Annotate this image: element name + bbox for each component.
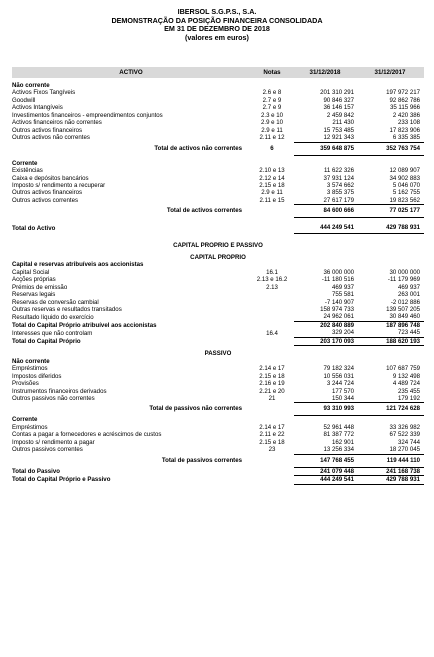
value-2018: 150 344 [294, 395, 356, 403]
line-item-row [12, 439, 424, 446]
line-item-note: 2.13 [266, 283, 278, 291]
line-item-row [12, 127, 424, 134]
line-item-label: Provisões [12, 380, 39, 388]
section-heading-row [12, 358, 424, 365]
line-item-note: 23 [268, 446, 276, 454]
line-item-label: Outros activos financeiros [12, 189, 83, 197]
value-2018: 24 962 061 [294, 313, 356, 321]
column-header-2018: 31/12/2018 [294, 67, 356, 78]
value-2017: 67 522 339 [389, 431, 420, 439]
line-item-row [12, 431, 424, 438]
value-2017: 429 788 931 [356, 222, 424, 234]
value-2018: 3 244 724 [326, 380, 354, 388]
line-item-row [12, 269, 424, 276]
line-item-label: Existências [12, 167, 43, 175]
section-heading: Capital e reservas atribuíveis aos accionistas [12, 261, 144, 269]
line-item-row [12, 388, 424, 395]
line-item-label: Outros activos não correntes [12, 134, 90, 142]
value-2017: 30 849 460 [356, 313, 424, 321]
line-item-row [12, 299, 424, 306]
value-2017: 263 001 [397, 291, 420, 299]
value-2018: 36 000 000 [323, 268, 354, 276]
line-item-note: 2.11 e 12 [259, 134, 285, 142]
line-item-row [12, 167, 424, 174]
line-item-note: 2.10 e 13 [259, 167, 285, 175]
line-item-note: 2.11 e 15 [259, 197, 285, 205]
value-2018: 36 146 157 [323, 104, 354, 112]
group-heading-row [12, 350, 424, 357]
line-item-row [12, 134, 424, 142]
value-2017: 235 455 [397, 387, 420, 395]
line-item-row [12, 276, 424, 283]
value-2017: 9 132 498 [392, 372, 420, 380]
line-item-row [12, 175, 424, 182]
section-heading: Não corrente [12, 82, 50, 89]
balance-sheet-body [12, 67, 424, 484]
value-2018: 241 079 448 [294, 467, 356, 475]
value-2017: 33 326 982 [389, 423, 420, 431]
line-item-row [12, 189, 424, 196]
value-2017: 139 507 205 [386, 305, 420, 313]
line-item-label: Total do Capital Próprio [12, 337, 81, 345]
value-2017: 5 046 070 [392, 181, 420, 189]
line-item-label: Total do Capital Próprio atribuível aos accionistas [12, 321, 157, 329]
value-2018: 158 974 733 [320, 305, 354, 313]
value-2017: 241 168 738 [356, 467, 424, 475]
line-item-label: Empréstimos [12, 423, 48, 431]
value-2017: 352 763 754 [356, 142, 424, 155]
value-2018: 13 256 334 [294, 446, 356, 454]
line-item-label: Outros activos correntes [12, 197, 79, 205]
value-2017: 17 823 906 [389, 126, 420, 134]
line-item-label: Outras reservas e resultados transitados [12, 305, 122, 313]
value-2018: 329 204 [294, 329, 356, 337]
line-item-label: Total de activos não correntes [154, 144, 242, 152]
value-2018: 202 840 889 [320, 321, 354, 329]
line-item-row [12, 284, 424, 291]
line-item-note: 2.16 e 19 [259, 380, 285, 388]
line-item-note: 2.14 e 17 [259, 423, 285, 431]
line-item-label: Activos Fixos Tangíveis [12, 89, 76, 97]
value-2017: 34 902 883 [389, 174, 420, 182]
value-2017: 92 862 786 [389, 96, 420, 104]
value-2018: 15 753 485 [323, 126, 354, 134]
line-item-note: 16.4 [266, 329, 278, 337]
value-2018: 27 617 179 [294, 197, 356, 205]
line-item-note: 2.9 e 11 [261, 126, 283, 134]
line-item-label: Total do Capital Próprio e Passivo [12, 476, 111, 484]
line-item-note [250, 476, 294, 484]
value-2017: 197 972 217 [386, 89, 420, 97]
group-heading: CAPITAL PRÓPRIO E PASSIVO [173, 242, 263, 250]
subtotal-row [12, 454, 424, 467]
line-item-label: Outros activos financeiros [12, 126, 83, 134]
total-row [12, 222, 424, 234]
value-2017: 233 108 [397, 119, 420, 127]
line-item-note: 2.21 e 20 [259, 387, 285, 395]
line-item-row [12, 313, 424, 321]
balance-sheet-table [12, 67, 424, 485]
line-item-note [250, 467, 294, 475]
value-2017: 12 089 907 [389, 167, 420, 175]
group-heading-row [12, 254, 424, 261]
value-2018: 2 459 842 [326, 111, 354, 119]
line-item-note: 2.14 e 17 [259, 365, 285, 373]
line-item-note: 21 [268, 395, 276, 403]
value-2018: 10 556 031 [323, 372, 354, 380]
value-2017: 30 000 000 [389, 268, 420, 276]
line-item-row [12, 112, 424, 119]
value-2018: 201 310 291 [320, 89, 354, 97]
line-item-label: Caixa e depósitos bancários [12, 174, 89, 182]
line-item-label: Total de passivos não correntes [149, 405, 242, 413]
line-item-label: Instrumentos financeiros derivados [12, 387, 107, 395]
value-2017: 18 270 045 [356, 446, 424, 454]
line-item-note [250, 454, 294, 467]
line-item-row [12, 182, 424, 189]
line-item-note [250, 313, 294, 321]
line-item-label: Impostos diferidos [12, 372, 62, 380]
line-item-note [250, 321, 294, 329]
line-item-row [12, 365, 424, 372]
value-2017: 187 896 748 [386, 321, 420, 329]
statement-title: DEMONSTRAÇÃO DA POSIÇÃO FINANCEIRA CONSOLIDADA [111, 15, 323, 25]
grand-total-row [12, 476, 424, 484]
line-item-label: Goodwill [12, 96, 36, 104]
value-2017: -2 012 886 [390, 298, 420, 306]
column-header-activo: ACTIVO [12, 67, 250, 78]
line-item-label: Imposto s/ rendimento a pagar [12, 438, 95, 446]
value-2017: 4 489 724 [392, 380, 420, 388]
line-item-label: Imposto s/ rendimento a recuperar [12, 181, 106, 189]
value-2018: 52 961 448 [323, 423, 354, 431]
line-item-row [12, 424, 424, 431]
line-item-row [12, 291, 424, 298]
line-item-note [250, 222, 294, 234]
value-2018: 444 249 541 [294, 222, 356, 234]
value-2018: -11 180 516 [321, 276, 354, 284]
group-heading-row [12, 242, 424, 249]
line-item-label: Reservas legais [12, 291, 56, 299]
line-item-label: Outros passivos não correntes [12, 395, 95, 403]
column-header-2017: 31/12/2017 [356, 67, 424, 78]
line-item-row [12, 104, 424, 111]
value-2017: 121 724 628 [356, 403, 424, 416]
value-2018: 211 430 [332, 119, 354, 127]
value-2018: 90 846 327 [323, 96, 354, 104]
line-item-row [12, 197, 424, 205]
line-item-row [12, 395, 424, 403]
line-item-label: Total de activos correntes [166, 207, 242, 215]
value-2017: 5 162 755 [392, 189, 420, 197]
value-2018: 3 855 375 [326, 189, 354, 197]
line-item-note [250, 306, 294, 313]
group-heading: PASSIVO [204, 350, 232, 358]
section-heading: Corrente [12, 416, 38, 424]
value-2018: 444 249 541 [294, 476, 356, 484]
value-2018: 84 600 666 [294, 205, 356, 218]
line-item-row [12, 380, 424, 387]
line-item-note: 2.9 e 10 [260, 119, 284, 127]
line-item-label: Activos Intangíveis [12, 104, 63, 112]
subtotal-row [12, 205, 424, 218]
value-2018: 11 622 326 [323, 167, 354, 175]
line-item-label: Total do Activo [12, 224, 56, 232]
value-2017: 2 420 386 [392, 111, 420, 119]
line-item-label: Empréstimos [12, 365, 48, 373]
section-heading-row [12, 416, 424, 424]
line-item-label: Acções próprias [12, 276, 56, 284]
line-item-label: Interesses que não controlam [12, 329, 93, 337]
line-item-note: 2.13 e 16.2 [256, 276, 288, 284]
section-heading-row [12, 82, 424, 89]
line-item-label: Prémios de emissão [12, 283, 68, 291]
line-item-row [12, 329, 424, 337]
line-item-note: 2.12 e 14 [259, 174, 285, 182]
value-2017: 179 192 [356, 395, 424, 403]
line-item-note: 16.1 [266, 268, 278, 276]
line-item-note [250, 403, 294, 416]
value-2018: 3 574 662 [326, 181, 354, 189]
value-2017: 469 937 [397, 283, 420, 291]
line-item-row [12, 306, 424, 313]
value-2018: 177 570 [331, 387, 354, 395]
line-item-label: Contas a pagar a fornecedores e acréscimos de custos [12, 431, 162, 439]
value-2017: 429 788 931 [356, 476, 424, 484]
line-item-row [12, 446, 424, 454]
line-item-note [250, 299, 294, 306]
line-item-note [250, 291, 294, 298]
line-item-note: 2.11 e 22 [259, 431, 285, 439]
value-2017: 6 335 385 [356, 134, 424, 142]
line-item-note: 2.6 e 8 [262, 89, 282, 97]
value-2017: 107 687 759 [386, 365, 420, 373]
line-item-label: Resultado líquido do exercício [12, 313, 94, 321]
line-item-label: Total do Passivo [12, 467, 60, 475]
value-2018: 359 648 875 [294, 142, 356, 155]
statement-units: (valores em euros) [185, 32, 249, 42]
section-heading: Corrente [12, 159, 38, 167]
value-2018: 37 931 124 [323, 174, 354, 182]
value-2017: 119 444 110 [356, 454, 424, 467]
value-2018: 81 387 772 [323, 431, 354, 439]
line-item-note: 2.15 e 18 [259, 181, 285, 189]
line-item-label: Investimentos financeiros - empreendimentos conjuntos [12, 111, 163, 119]
line-item-note: 2.9 e 11 [261, 189, 283, 197]
line-item-note: 2.15 e 18 [259, 438, 285, 446]
line-item-note [250, 337, 294, 345]
line-item-note: 2.7 e 9 [262, 104, 282, 112]
line-item-row [12, 97, 424, 104]
section-heading: Não corrente [12, 357, 50, 365]
line-item-note: 2.7 e 9 [262, 96, 282, 104]
value-2017: 188 620 193 [356, 337, 424, 345]
line-item-note [250, 205, 294, 218]
value-2017: 77 025 177 [356, 205, 424, 218]
column-header-row [12, 67, 424, 78]
line-item-label: Activos financeiros não correntes [12, 119, 102, 127]
line-item-row [12, 89, 424, 96]
subtotal-row [12, 142, 424, 155]
statement-date: EM 31 DE DEZEMBRO DE 2018 [164, 24, 270, 34]
value-2018: 203 170 093 [294, 337, 356, 345]
equity-total-row [12, 321, 424, 329]
value-2018: 147 768 455 [294, 454, 356, 467]
line-item-label: Reservas de conversão cambial [12, 298, 99, 306]
grand-total-row [12, 467, 424, 475]
subtotal-row [12, 403, 424, 416]
value-2017: -11 179 969 [387, 276, 420, 284]
value-2018: 93 310 993 [294, 403, 356, 416]
section-heading-row [12, 160, 424, 167]
equity-total-row [12, 337, 424, 345]
line-item-label: Total de passivos correntes [161, 456, 242, 464]
value-2018: 162 901 [331, 438, 354, 446]
line-item-label: Outros passivos correntes [12, 446, 83, 454]
value-2018: 755 581 [331, 291, 354, 299]
value-2017: 723 445 [356, 329, 424, 337]
value-2018: 79 182 324 [323, 365, 354, 373]
value-2017: 324 744 [397, 438, 420, 446]
line-item-row [12, 119, 424, 126]
value-2018: 12 921 343 [294, 134, 356, 142]
group-heading: CAPITAL PRÓPRIO [190, 253, 246, 261]
value-2018: 469 937 [331, 283, 354, 291]
statement-header [0, 0, 434, 42]
line-item-note: 6 [270, 144, 274, 152]
line-item-note: 2.3 e 10 [260, 111, 284, 119]
line-item-row [12, 373, 424, 380]
value-2017: 35 115 966 [389, 104, 420, 112]
value-2018: -7 140 907 [324, 298, 354, 306]
line-item-label: Capital Social [12, 268, 50, 276]
value-2017: 19 823 562 [356, 197, 424, 205]
line-item-note: 2.15 e 18 [259, 372, 285, 380]
company-name: IBERSOL S.G.P.S., S.A. [177, 7, 257, 16]
section-heading-row [12, 261, 424, 268]
column-header-notas: Notas [250, 67, 294, 78]
